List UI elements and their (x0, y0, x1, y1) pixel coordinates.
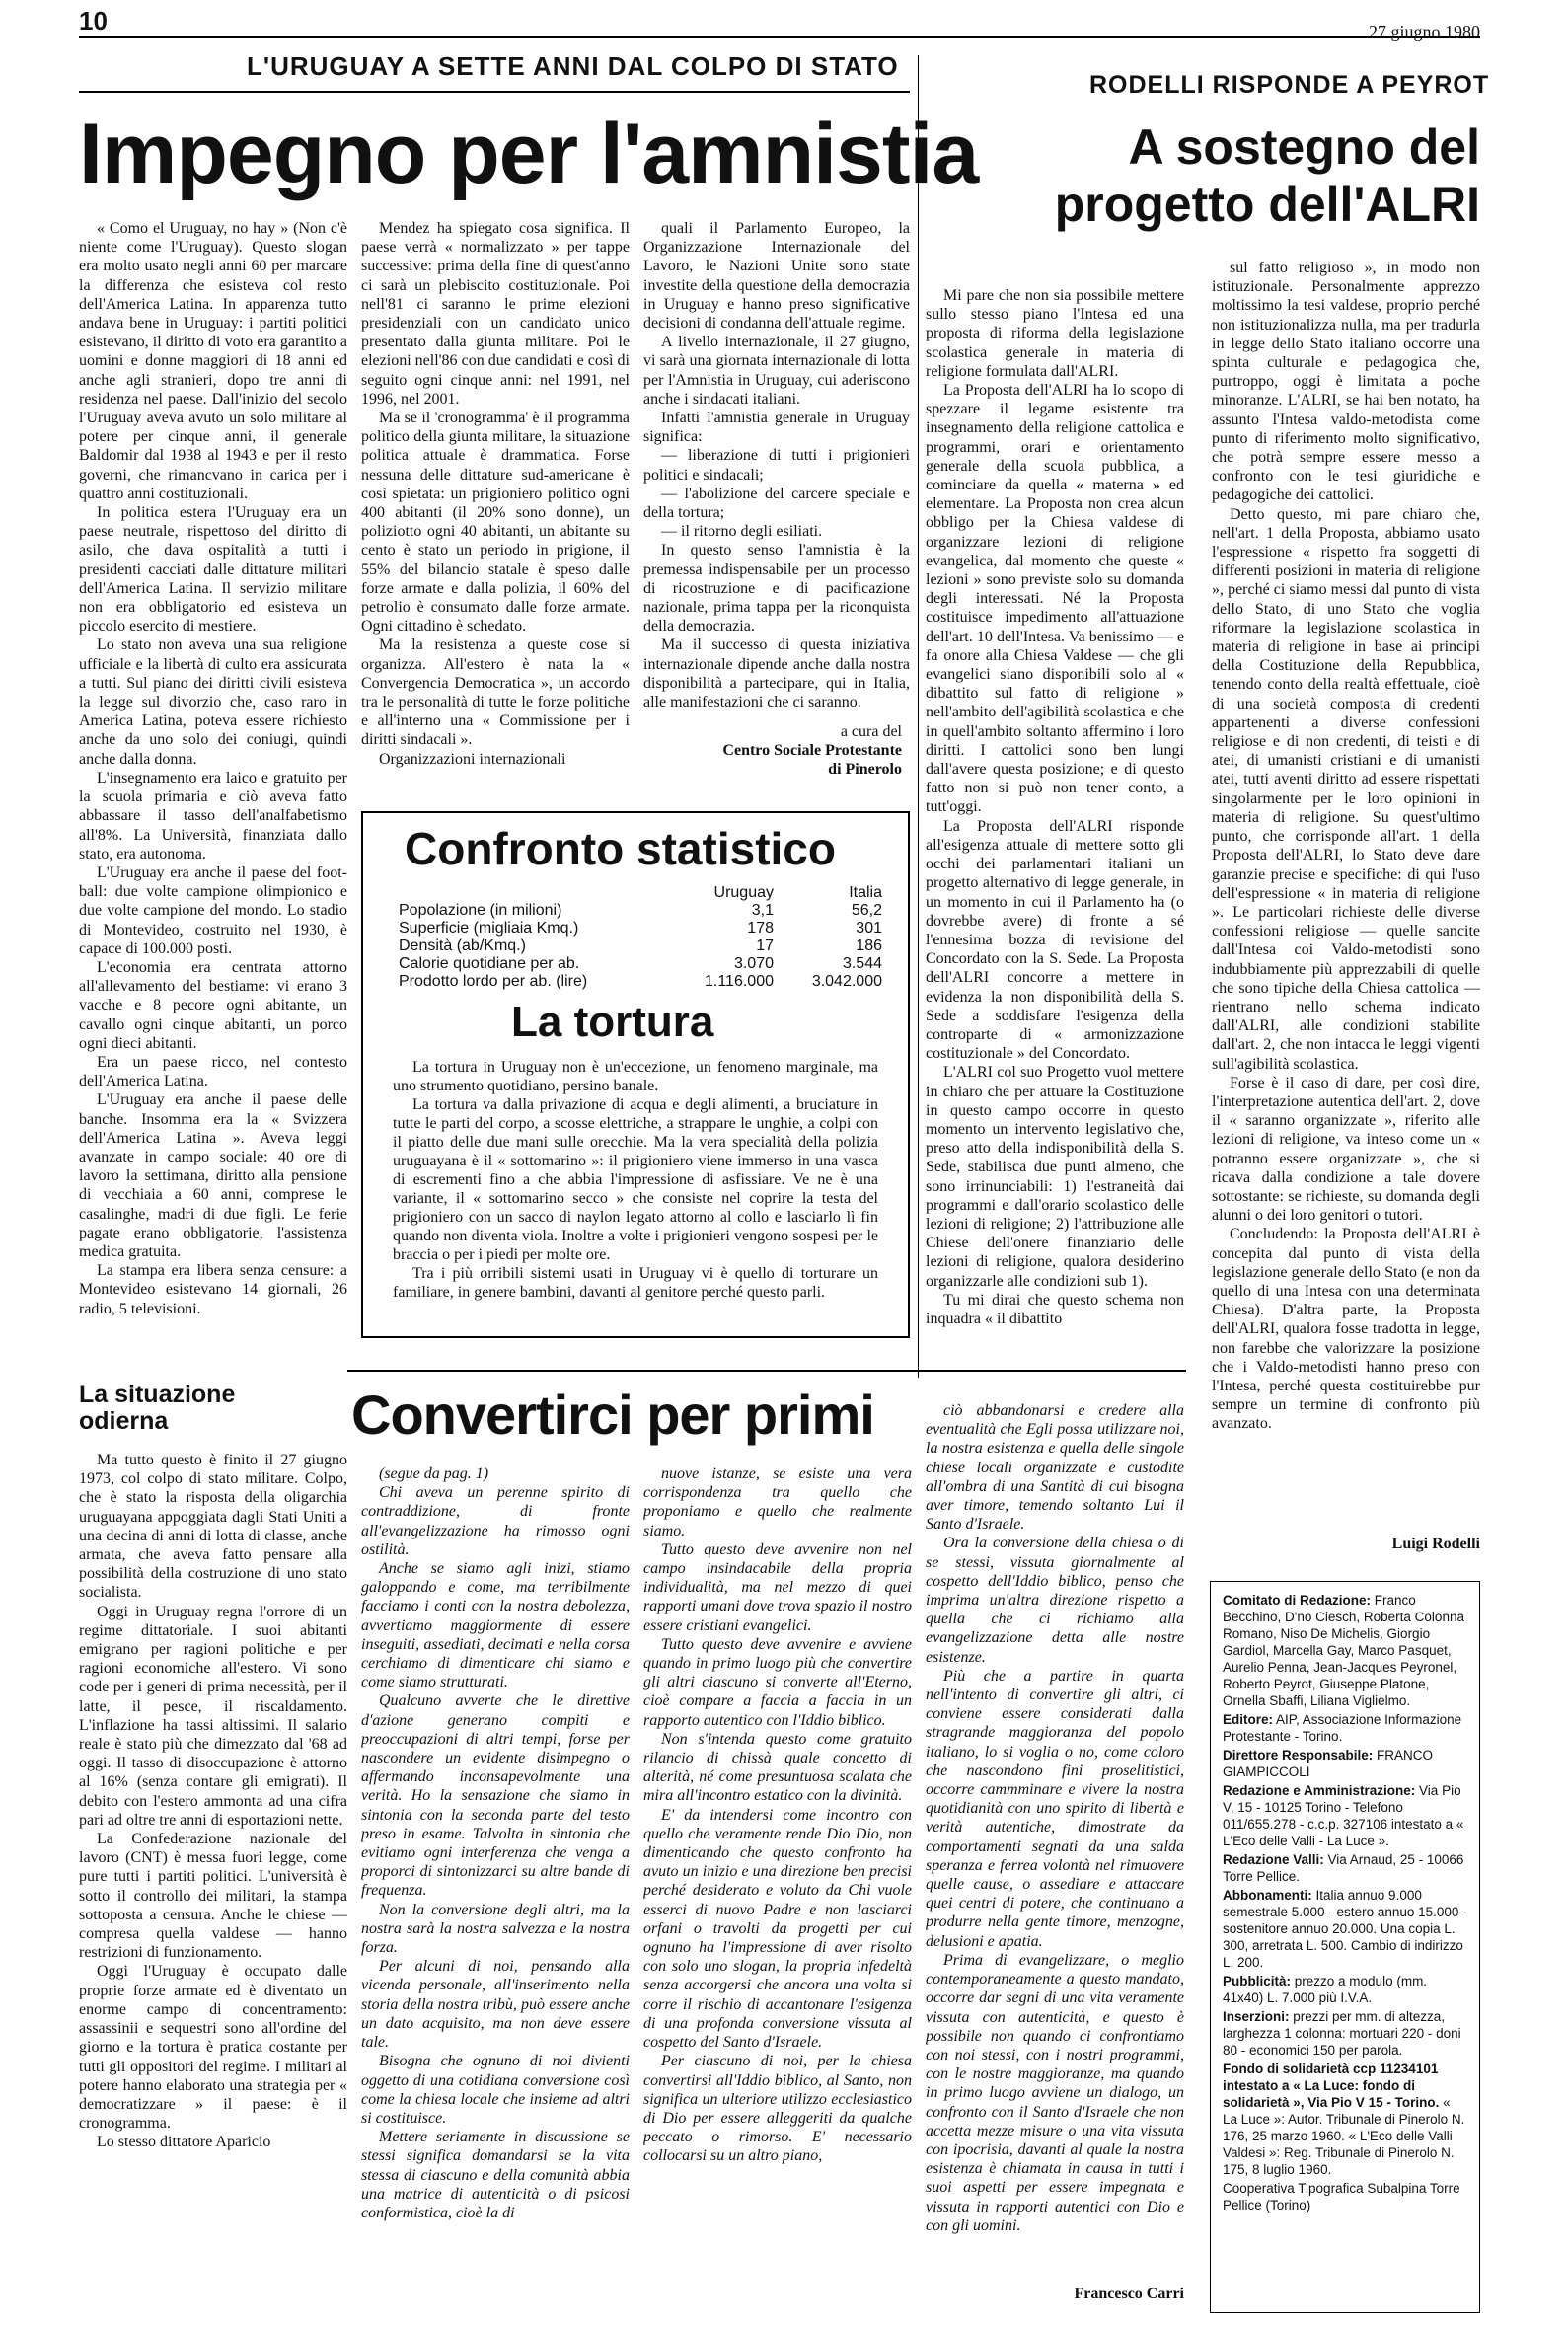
paragraph: Ma se il 'cronogramma' è il programma politico della giunta militare, la situazione politica attuale è drammatica. Forse nessuna delle dittature sud-americane è così spietata: un prigioniero politico ogni 400 abitanti (il 20% sono donne), un poliziotto ogni 40 abitanti, un abitante su cento è stato un periodo in prigione, il 55% del bilancio statale è speso dalle forze armate e dalla polizia, il 60% del petrolio è consumato dalle forze armate. Ogni cittadino è schedato. (361, 410, 630, 636)
redazione-text-6: Italia annuo 9.000 semestrale 5.000 - estero annuo 15.000 - sostenitore annuo 20.000. Una copia L. 300, arretrata L. 500. Cambio di indirizzo L. 200. (1223, 1888, 1467, 1970)
paragraph: — liberazione di tutti i prigionieri politici e sindacali; (643, 447, 910, 484)
right-column-2 (1212, 259, 1480, 1541)
paragraph: Infatti l'amnistia generale in Uruguay significa: (643, 410, 910, 446)
situazione-column (79, 1451, 347, 2299)
left-credit (643, 722, 902, 779)
convertirci-column-1 (361, 1464, 630, 2313)
stats-cell-italia: 56,2 (851, 902, 882, 919)
right-headline-line-1: A sostegno del (1128, 119, 1480, 175)
paragraph: (segue da pag. 1) (379, 1465, 489, 1482)
stats-col-uruguay: Uruguay (713, 884, 774, 901)
stats-cell-uruguay: 3,1 (751, 902, 774, 919)
paragraph: L'Uruguay era anche il paese delle banche. Insomma era la « Svizzera dell'America Latina ». Aveva leggi avanzate in campo sociale: 40 ore di lavoro la settimana, diritto alla pensione di vecchiaia a 60 anni, comprese le casalinghe, madri di due figli. Le ferie pagate erano obbligatorie, l'assistenza medica gratuita. (79, 1091, 347, 1260)
stats-cell-italia: 186 (856, 938, 882, 954)
paragraph: In politica estera l'Uruguay era un paese neutrale, rispettoso del diritto di asilo, che dava ospitalità a tutti i presidenti cacciati dalle dittature militari dell'America Latina. Il servizio militare non era obbligatorio ed esisteva un piccolo esercito di mestiere. (79, 504, 347, 636)
stats-table (399, 884, 892, 991)
stats-cell-italia: 301 (856, 920, 882, 937)
paragraph: Ma tutto questo è finito il 27 giugno 1973, col colpo di stato militare. Colpo, che è stato la risposta della oligarchia uruguayana appoggiata dagli Stati Uniti a una decina di anni di lotta di classe, anche armata, che aveva fatto pensare alla possibilità della costruzione di uno stato socialista. (79, 1452, 347, 1602)
paragraph: Non la conversione degli altri, ma la nostra sarà la nostra salvezza e la nostra forza. (361, 1901, 630, 1957)
redazione-label-5: Redazione Valli: (1223, 1852, 1324, 1867)
redazione-label-7: Pubblicità: (1223, 1974, 1292, 1988)
paragraph: Bisogna che ognuno di noi divienti oggetto di una cotidiana conversione così come la chiesa locale che insieme ad altri si costituisce. (361, 2053, 630, 2127)
paragraph: Per ciascuno di noi, per la chiesa convertirsi all'Iddio biblico, al Santo, non significa un ulteriore utilizzo ecclesiastico di Dio per essere alleggeriti da qualche peccato o rimorso. E' necessario collocarsi su un altro piano, (643, 2053, 912, 2165)
paragraph: Per alcuni di noi, pensando alla vicenda personale, all'inserimento nella storia della nostra tribù, può essere anche un dato acquisito, ma non deve essere tale. (361, 1958, 630, 2052)
paragraph: Più che a partire in quarta nell'intento di convertire gli altri, ci conviene essere considerati dalla stragrande maggioranza del popolo italiano, lo si voglia o no, come coloro che nascondono fini proselitistici, occorre cammminare e vivere la nostra quotidianità con uno spirito di libertà e verità autentiche, dimostrate da comportamenti segnati da una salda speranza e ferrea volontà nel rimuovere quelle cause, o assediare e attaccare quei centri di potere, che continuano a produrre nella gente timore, menzogne, delusioni e apatia. (926, 1667, 1184, 1950)
redazione-label-4: Redazione e Amministrazione: (1223, 1783, 1416, 1798)
left-column-1 (79, 219, 347, 1354)
redazione-text-2: AIP, Associazione Informazione Protestante - Torino. (1223, 1712, 1462, 1744)
credit-line-1: a cura del (840, 723, 902, 740)
left-column-2 (361, 219, 630, 811)
paragraph: L'Uruguay era anche il paese del foot-ball: due volte campione olimpionico e due volte campione del mondo. Lo stadio di Montevideo, costruito nel 1930, è capace di 100.000 posti. (79, 863, 347, 957)
paragraph: ciò abbandonarsi e credere alla eventualità che Egli possa utilizzare noi, la nostra esistenza e quella delle singole chiese locali organizzate e custodite all'ombra di una Santità di cui bisogna aver timore, temendo soltanto Lui il Santo d'Israele. (926, 1402, 1184, 1534)
convertirci-top-rule (347, 1370, 1186, 1372)
redazione-label-3: Direttore Responsabile: (1223, 1748, 1374, 1762)
stats-row (399, 902, 892, 920)
stats-cell-label: Superficie (migliaia Kmq.) (399, 920, 579, 937)
redazione-label-1: Comitato di Redazione: (1223, 1593, 1372, 1608)
paragraph: Tra i più orribili sistemi usati in Uruguay vi è quello di torturare un familiare, in genere bambini, davanti al genitore perché questo parli. (393, 1265, 878, 1301)
stats-header-row (399, 884, 892, 902)
paragraph: sul fatto religioso », in modo non istituzionale. Personalmente apprezzo moltissimo la tesi valdese, proprio perché non istituzionalizza nulla, ma per tradurla in legge dello Stato italiano occorre una spinta culturale e pedagogica che, purtroppo, oggi è limitata a poche minoranze. L'ALRI, se hai ben notato, ha assunto l'Intesa valdo-metodista come punto di riferimento molto significativo, che potrà sempre essere messo a confronto con le tesi giuridiche e pedagogiche dei cattolici. (1212, 260, 1480, 504)
right-headline (975, 118, 1480, 233)
redazione-label-6: Abbonamenti: (1223, 1888, 1312, 1903)
situazione-title-line-1: La situazione (79, 1381, 236, 1408)
paragraph: Era un paese ricco, nel contesto dell'America Latina. (79, 1053, 347, 1090)
paragraph: Detto questo, mi pare chiaro che, nell'art. 1 della Proposta, abbiamo usato l'espressione « rispetto fra soggetti di differenti posizioni in materia di religione », perché ci siamo messi dal punto di vista dello Stato, di uno Stato che voglia riformare la legislazione scolastica in materia di religione in base ai principi della Costituzione della Repubblica, tenendo conto della realtà effettuale, cioè di una società composta di credenti appartenenti a diverse confessioni religiose e di non credenti, di teisti e di atei, di umanisti cristiani e di umanisti atei, tutti aventi diritto ad essere rispettati singolarmente per le loro opinioni in materia di religione. Su quest'ultimo punto, che corrisponde all'art. 1 della Proposta dell'ALRI, lo Stato deve dare garanzie precise e specifiche: di qui l'uso dell'espressione « in materia di religione ». Le particolari richieste delle diverse confessioni religiose — quelle sancite dall'Intesa coi Valdo-metodisti sono indubbiamente più apprezzabili di quelle che sono tipiche della Chiesa cattolica — rientrano nello schema indicato dall'ALRI, alle condizioni stabilite dall'art. 2, che non intacca le leggi vigenti sull'agibilità scolastica. (1212, 505, 1480, 1073)
stats-row (399, 938, 892, 955)
paragraph: Ora la conversione della chiesa o di se stessi, vissuta giornalmente al cospetto dell'Iddio biblico, penso che imprima un'altra direzione rispetto a quella che ci richiamo alla evangelizzazione detta alle nostre esistenze. (926, 1535, 1184, 1666)
paragraph: La Proposta dell'ALRI ha lo scopo di spezzare il legame esistente tra insegnamento della religione cattolica e programmi, orari e orientamento generale della scuola pubblica, a cominciare da quella « materna » ed elementare. La Proposta non crea alcun obbligo per la Chiesa valdese di organizzare lezioni di religione evangelica, dal momento che queste « lezioni » sono previste solo su domanda degli interessati. Né la Proposta costituisce impedimento all'attuazione dell'art. 10 dell'Intesa. Va benissimo — e fa onore alla Chiesa Valdese — che gli evangelici siano disponibili solo al « dibattito sul fatto di religione » nell'ambito dell'agibilità scolastica e che in quell'ambito soltanto affermino i loro diritti. I cattolici sono ben lungi dall'avere questa posizione; e di questo fatto non si può non tener conto, a tutt'oggi. (926, 382, 1184, 816)
paragraph: Tutto questo deve avvenire non nel campo insindacabile della propria individualità, ma nel mezzo di quei rapporti umani dove trova spazio il nostro essere cristiani evangelici. (643, 1540, 912, 1634)
paragraph: Concludendo: la Proposta dell'ALRI è concepita dal punto di vista della legislazione generale dello Stato (e non da quello di una Intesa con una determinata Chiesa). D'altra parte, la Proposta dell'ALRI, qualora fosse tradotta in legge, non farebbe che valorizzare la posizione che i Valdo-metodisti hanno preso con l'Intesa, perché questa costituirebbe pur sempre un termine di confronto più avanzato. (1212, 1226, 1480, 1433)
paragraph: Mettere seriamente in discussione se stessi significa domandarsi se la vita stessa di ciascuno e della comunità abbia una matrice di autenticità o di psicosi conformistica, cioè la di (361, 2129, 630, 2221)
paragraph: Tutto questo deve avvenire e avviene quando in primo luogo più che convertire gli altri ciascuno si converte all'Eterno, cioè compare a faccia a faccia in un rapporto autentico con l'Iddio biblico. (643, 1635, 912, 1729)
paragraph: Organizzazioni internazionali (379, 750, 566, 768)
paragraph: A livello internazionale, il 27 giugno, vi sarà una giornata internazionale di lotta per l'Amnistia in Uruguay, cui aderiscono anche i sindacati italiani. (643, 334, 910, 408)
paragraph: Chi aveva un perenne spirito di contraddizione, di fronte all'evangelizzazione ha rimosso ogni ostilità. (361, 1484, 630, 1558)
stats-cell-italia: 3.544 (842, 955, 882, 972)
stats-col-italia: Italia (849, 884, 882, 901)
redazione-label-8: Inserzioni: (1223, 2009, 1290, 2024)
left-headline: Impegno per l'amnistia (79, 107, 979, 201)
stats-row (399, 920, 892, 938)
redazione-text-4: Via Pio V, 15 - 10125 Torino - Telefono 011/655.278 - c.c.p. 327106 intestato a « L'Eco delle Valli - La Luce ». (1223, 1783, 1464, 1848)
paragraph: La tortura in Uruguay non è un'eccezione, un fenomeno marginale, ma uno strumento quotidiano, persino banale. (393, 1059, 878, 1094)
paragraph: — il ritorno degli esiliati. (661, 523, 823, 541)
paragraph: quali il Parlamento Europeo, la Organizzazione Internazionale del Lavoro, le Nazioni Unite sono state investite della questione della democrazia in Uruguay e hanno preso significative decisioni di condanna dell'attuale regime. (643, 220, 910, 333)
header-rule (79, 36, 1480, 38)
convertirci-headline: Convertirci per primi (351, 1384, 874, 1446)
page-date: 27 giugno 1980 (1368, 22, 1480, 41)
redazione-text-10: Cooperativa Tipografica Subalpina Torre Pellice (Torino) (1223, 2181, 1460, 2212)
stats-row (399, 955, 892, 973)
stats-cell-italia: 3.042.000 (811, 973, 882, 990)
left-kicker: L'URUGUAY A SETTE ANNI DAL COLPO DI STATO (247, 51, 899, 81)
paragraph: — l'abolizione del carcere speciale e della tortura; (643, 485, 910, 522)
credit-line-2: Centro Sociale Protestante (722, 742, 902, 759)
paragraph: In questo senso l'amnistia è la premessa indispensabile per un processo di ricostruzione e di pacificazione nazionale, prima tappa per la riconquista della democrazia. (643, 542, 910, 636)
stats-cell-uruguay: 178 (747, 920, 774, 937)
credit-line-3: di Pinerolo (828, 761, 902, 778)
tortura-title: La tortura (511, 998, 714, 1046)
stats-cell-label: Densità (ab/Kmq.) (399, 938, 526, 954)
tortura-body (393, 1058, 878, 1302)
stats-cell-uruguay: 1.116.000 (705, 973, 774, 990)
paragraph: Forse è il caso di dare, per così dire, l'interpretazione autentica dell'art. 2, dove il « saranno organizzate », riferito alle lezioni di religione, va inteso come un « potranno essere organizzate », che si ricava dalla condizione a tale dovere sottostante: se richieste, su domanda degli alunni o dei loro genitori o tutori. (1212, 1074, 1480, 1225)
paragraph: Ma il successo di questa iniziativa internazionale dipende anche dalla nostra disponibilità a partecipare, qui in Italia, alle manifestazioni che ci saranno. (643, 637, 910, 712)
redazione-text-1: Franco Becchino, D'no Ciesch, Roberta Colonna Romano, Niso De Michelis, Giorgio Gardiol, Marcella Gay, Marco Pasquet, Aurelio Penna, Jean-Jacques Peyronel, Roberto Peyrot, Giuseppe Platone, Ornella Sbaffi, Liliana Viglielmo. (1223, 1593, 1464, 1708)
paragraph: La stampa era libera senza censure: a Montevideo esistevano 14 giornali, 26 radio, 5 televisioni. (79, 1262, 347, 1317)
stats-cell-label: Calorie quotidiane per ab. (399, 955, 580, 972)
paragraph: La Confederazione nazionale del lavoro (CNT) è messa fuori legge, come pure tutti i partiti politici. L'università è sotto il controllo dei militari, la stampa sottoposta a censura. Anche le chiese — compresa quella valdese — hanno restrizioni di funzionamento. (79, 1831, 347, 1962)
paragraph: L'insegnamento era laico e gratuito per la scuola primaria e ciò aveva fatto abbassare il tasso dell'analfabetismo all'8%. La Università, finanziata dallo stato, era autonoma. (79, 769, 347, 862)
stats-cell-label: Prodotto lordo per ab. (lire) (399, 973, 588, 990)
paragraph: Mi pare che non sia possibile mettere sullo stesso piano l'Intesa ed una proposta di riforma della legislazione scolastica generale in materia di religione formulata dall'ALRI. (926, 287, 1184, 380)
redazione-text-9: « La Luce »: Autor. Tribunale di Pinerolo N. 176, 25 marzo 1960. « L'Eco delle Valli Valdesi »: Reg. Tribunale di Pinerolo N. 175, 8 luglio 1960. (1223, 2095, 1465, 2177)
stats-cell-uruguay: 3.070 (733, 955, 774, 972)
paragraph: Lo stato non aveva una sua religione ufficiale e la libertà di culto era assicurata a tutti. Sul piano dei diritti civili esisteva la legge sul divorzio che, caso raro in America Latina, poteva essere richiesto anche da uno solo dei coniugi, quindi anche dalla donna. (79, 637, 347, 768)
left-column-3 (643, 219, 910, 772)
paragraph: La Proposta dell'ALRI risponde all'esigenza attuale di mettere sotto gli occhi dei parlamentari italiani un progetto alternativo di legge generale, in un momento in cui il Parlamento ha (o dovrebbe avere) di fronte a sé l'ennesima bozza di revisione del Concordato con la S. Sede. La Proposta dell'ALRI concorre a mettere in evidenza la non disponibilità della S. Sede a soddisfare l'esigenza della controparte di « armonizzazione costituzionale » del Concordato. (926, 817, 1184, 1063)
redazione-label-9: Fondo di solidarietà ccp 11234101 intestato a « La Luce: fondo di solidarietà », Via Pio V 15 - Torino. (1223, 2062, 1440, 2110)
situazione-title (79, 1382, 347, 1435)
paragraph: nuove istanze, se esiste una vera corrispondenza tra quello che proponiamo e quello che realmente siamo. (643, 1465, 912, 1539)
convertirci-signature: Francesco Carri (1074, 2286, 1184, 2302)
paragraph: E' da intendersi come incontro con quello che veramente rende Dio Dio, non dimenticando che questo confronto ha avuto un inizio e una direzione ben precisi perché desiderato e voluto da Chi vuole esserci di nuovo Padre e non lasciarci orfani o travolti da progetti per cui ognuno ha l'impressione di aver risolto con solo uno slogan, la propria infedeltà senza accorgersi che ancora una volta si corre il rischio di accantonare l'esigenza di una profonda conversione vissuta al cospetto del Santo d'Israele. (643, 1806, 912, 2052)
redazione-text-8: prezzi per mm. di altezza, larghezza 1 colonna: mortuari 220 - doni 80 - economici 150 per parola. (1223, 2009, 1461, 2058)
paragraph: « Como el Uruguay, no hay » (Non c'è niente come l'Uruguay). Questo slogan era molto usato negli anni 60 per marcare la differenza che esisteva col resto dell'America Latina. In apparenza tutto andava bene in Uruguay: i partiti politici esistevano, il diritto di voto era garantito a uomini e donne maggiori di 18 anni ed anche agli stranieri, dopo tre anni di residenza nel paese. Dall'inizio del secolo l'Uruguay aveva avuto un solo militare al potere per cinque anni, il generale Baldomir dal 1938 al 1943 e per il resto governi, che rimancvano in carica per i quattro anni costituzionali. (79, 220, 347, 502)
paragraph: L'ALRI col suo Progetto vuol mettere in chiaro che per attuare la Costituzione in questo campo occorre in questo momento un intervento legislativo che, preso atto della indisponibilità della S. Sede, stabilisca due punti almeno, che sono irrinunciabili: 1) l'estraneità dai programmi e dall'orario scolastico delle lezioni di religione; 2) l'attribuzione alle Chiese dell'onere finanziario delle lezioni di religione, qualora desiderino organizzarle alle condizioni sub 1). (926, 1064, 1184, 1290)
convertirci-column-3 (926, 1401, 1184, 2270)
situazione-title-line-2: odierna (79, 1407, 169, 1435)
redazione-label-2: Editore: (1223, 1712, 1274, 1727)
paragraph: L'economia era centrata attorno all'allevamento del bestiame: vi erano 3 vacche e 8 pecore ogni abitante, un cavallo ogni cinque abitanti, un porco ogni dieci abitanti. (79, 958, 347, 1052)
stats-title: Confronto statistico (405, 823, 836, 874)
paragraph: Non s'intenda questo come gratuito rilancio di chissà quale concetto di alterità, né come presuntuosa scalata che mira all'incontro estatico con la divinità. (643, 1730, 912, 1805)
stats-box (361, 811, 910, 1338)
right-headline-line-2: progetto dell'ALRI (1054, 177, 1480, 232)
section-divider (918, 55, 919, 1378)
stats-row (399, 973, 892, 991)
paragraph: Oggi in Uruguay regna l'orrore di un regime dittatoriale. I suoi abitanti emigrano per ragioni politiche e per ragioni economiche all'estero. Vi sono code per i generi di prima necessità, per il latte, il pesce, il riscaldamento. L'inflazione ha tassi altissimi. Il salario reale è stato più che dimezzato dal '68 ad oggi. Il tasso di disoccupazione è attorno al 16% (senza contare gli emigrati). Il debito con l'estero ammonta ad una cifra pari ad oltre tre anni di esportazioni nette. (79, 1603, 347, 1829)
right-column-1 (926, 286, 1184, 1352)
redazione-box (1210, 1581, 1480, 2313)
right-kicker: RODELLI RISPONDE A PEYROT (1089, 71, 1490, 99)
redazione-text-7: prezzo a modulo (mm. 41x40) L. 7.000 più I.V.A. (1223, 1974, 1428, 2005)
redazione-text-3: FRANCO GIAMPICCOLI (1223, 1748, 1434, 1779)
convertirci-column-2 (643, 1464, 912, 2313)
stats-cell-uruguay: 17 (756, 938, 774, 954)
paragraph: Mendez ha spiegato cosa significa. Il paese verrà « normalizzato » per tappe successive: prima della fine di quest'anno ci sarà un plebiscito costituzionale. Poi nell'81 ci saranno le prime elezioni presidenziali con un candidato unico presentato dalla giunta militare. Poi le elezioni nell'86 con due candidati e così di seguito ogni cinque anni: nel 1991, nel 1996, nel 2001. (361, 220, 630, 408)
stats-cell-label: Popolazione (in milioni) (399, 902, 562, 919)
page-number: 10 (79, 6, 108, 36)
stats-rows (399, 902, 892, 991)
redazione-text-5: Via Arnaud, 25 - 10066 Torre Pellice. (1223, 1852, 1464, 1884)
right-signature: Luigi Rodelli (1391, 1536, 1480, 1552)
paragraph: Ma la resistenza a queste cose si organizza. All'estero è nata la « Convergencia Democratica », un accordo tra le personalità di tutte le forze politiche e all'interno una « Commissione per i diritti sindacali ». (361, 637, 630, 749)
paragraph: Qualcuno avverte che le direttive d'azione generano compiti e preoccupazioni di altri tempi, forse per nascondere un evidente disimpegno o affermando inconsapevolmente una verità. Ho la sensazione che siamo in sintonia con la seconda parte del testo preso in esame. Talvolta in sintonia che evitiamo ogni interferenza che venga a proporci di sintonizzarci su altre bande di frequenza. (361, 1692, 630, 1900)
paragraph: Tu mi dirai che questo schema non inquadra « il dibattito (926, 1291, 1184, 1327)
paragraph: Lo stesso dittatore Aparicio (97, 2134, 271, 2151)
paragraph: Anche se siamo agli inizi, stiamo galoppando e come, ma terribilmente facciamo i conti con la nostra debolezza, avvertiamo maggiormente di essere inseguiti, assediati, decimati e nella corsa cerchiamo di dimenticare chi siamo e come siamo strutturati. (361, 1560, 630, 1691)
paragraph: Prima di evangelizzare, o meglio contemporaneamente a questo mandato, occorre dar segni di una vita veramente vissuta con autenticità, e questo è possibile non quando ci confrontiamo con noi stessi, con i nostri programmi, con le nostre maggioranze, ma quando in primo luogo avviene un dialogo, un confronto con il Santo d'Israele che non accetta mezze misure o una vita vissuta con ipocrisia, davanti al quale la nostra esistenza è chiamata in causa in tutti i suoi aspetti per essere impegnata e vissuta in rapporti autentici con Dio e con gli uomini. (926, 1951, 1184, 2234)
left-kicker-rule (79, 91, 910, 93)
paragraph: La tortura va dalla privazione di acqua e degli alimenti, a bruciature in tutte le parti del corpo, a scosse elettriche, a strappare le unghie, a colpi con il piatto delle due mani sulle orecchie. Ma la vera specialità della polizia uruguayana è il « sottomarino »: il prigioniero viene immerso in una vasca di escrementi fino a che abbia l'impressione di asfissiare. Ve ne è una variante, il « sottomarino secco » che consiste nel coprire la testa del prigioniero con un sacco di naylon legato attorno al collo e lasciarlo lì fin quando non diventa viola. Inoltre a volte i prigionieri vengono sospesi per le braccia o per i piedi per molte ore. (393, 1096, 878, 1263)
paragraph: Oggi l'Uruguay è occupato dalle proprie forze armate ed è diventato un enorme campo di concentramento: assassinii e sequestri sono all'ordine del giorno e la tortura è pratica costante per tutti gli oppositori del regime. I militari al potere hanno elaborato una strategia per « democratizzare » il paese: è il cronogramma. (79, 1963, 347, 2133)
